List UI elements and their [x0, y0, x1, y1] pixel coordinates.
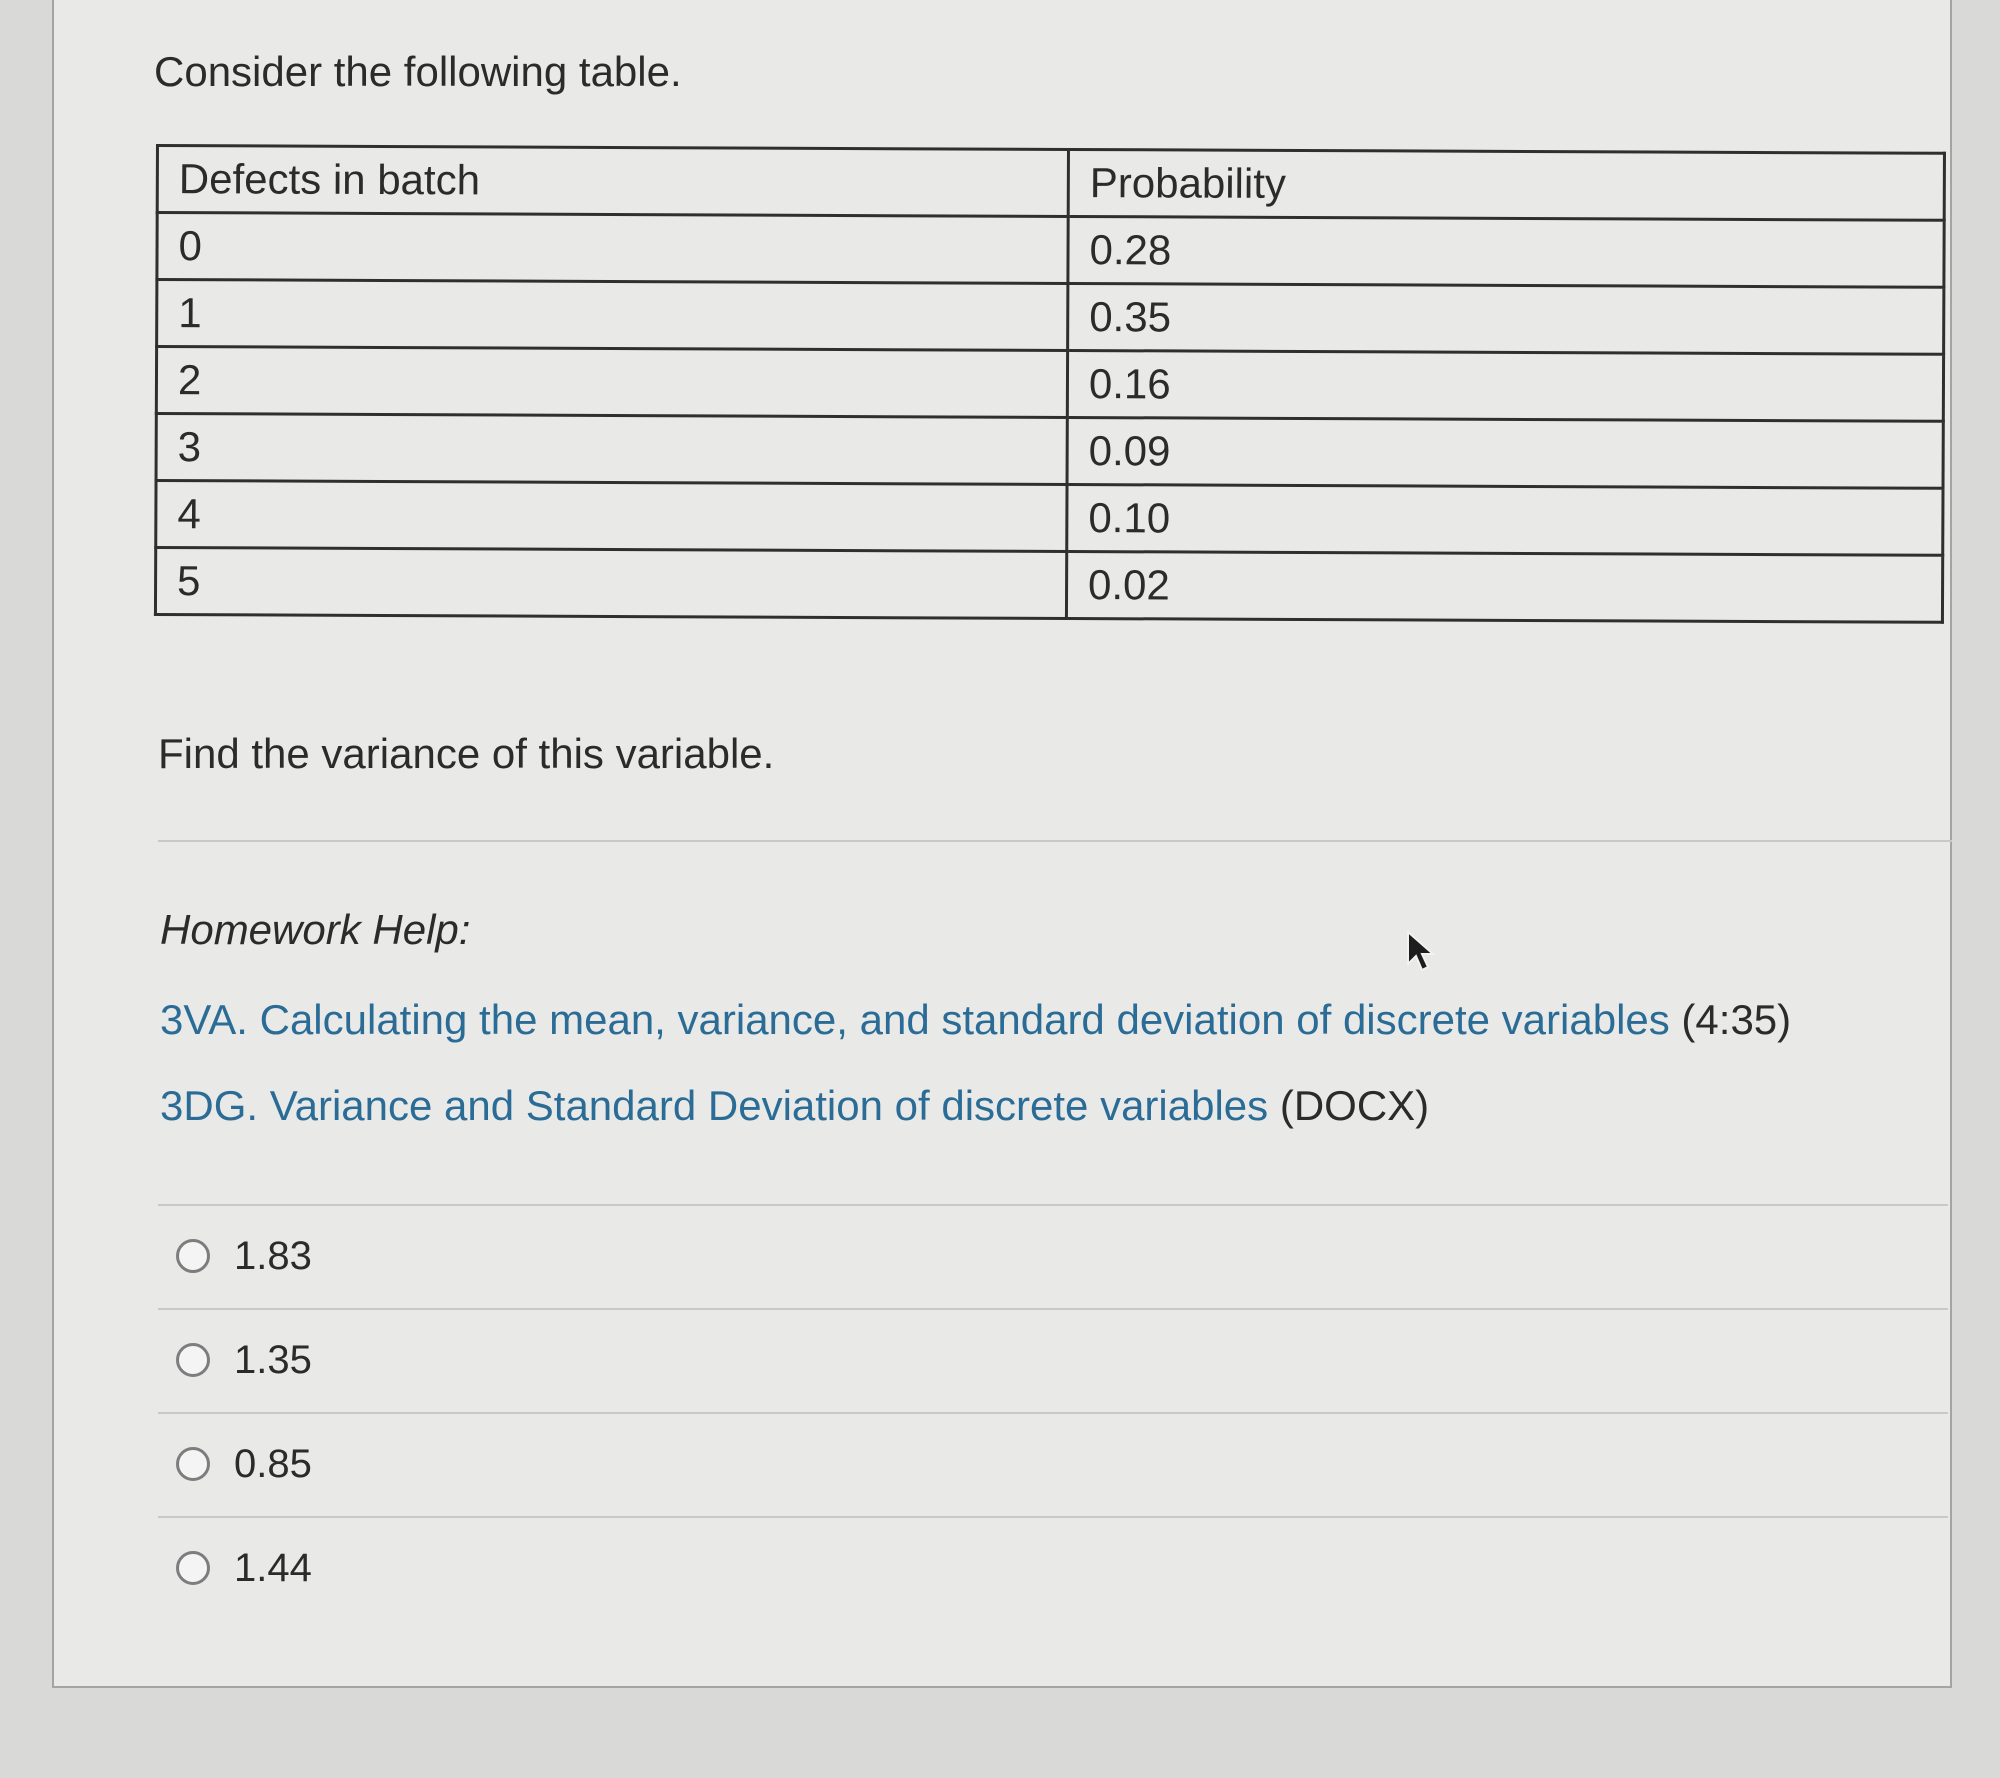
probability-cell: 0.35 — [1068, 283, 1944, 354]
table-row — [157, 280, 1944, 355]
answer-option-label: 1.83 — [234, 1233, 312, 1278]
help-link-document-text[interactable]: 3DG. Variance and Standard Deviation of discrete variables — [160, 1082, 1269, 1129]
help-link-video-text[interactable]: 3VA. Calculating the mean, variance, and standard deviation of discrete variables — [160, 996, 1670, 1043]
defects-cell: 3 — [156, 414, 1067, 485]
column-header-probability: Probability — [1068, 149, 1944, 220]
divider — [158, 1308, 1948, 1310]
radio-button-icon[interactable] — [176, 1447, 210, 1481]
answer-option[interactable] — [176, 1332, 312, 1388]
divider — [158, 1516, 1948, 1518]
defects-cell: 5 — [155, 548, 1066, 619]
probability-table — [154, 144, 1946, 624]
table-row — [156, 414, 1943, 489]
table-row — [155, 548, 1942, 623]
answer-option-label: 1.44 — [234, 1545, 312, 1590]
divider — [158, 1412, 1948, 1414]
question-panel — [52, 0, 1952, 1688]
defects-cell: 0 — [157, 213, 1068, 284]
table-row — [156, 347, 1943, 422]
defects-cell: 1 — [157, 280, 1068, 351]
mouse-pointer-icon — [1404, 930, 1440, 978]
probability-cell: 0.02 — [1066, 551, 1942, 622]
radio-button-icon[interactable] — [176, 1551, 210, 1585]
column-header-defects: Defects in batch — [157, 146, 1068, 217]
radio-button-icon[interactable] — [176, 1239, 210, 1273]
question-intro: Consider the following table. — [154, 48, 682, 95]
help-link-document — [160, 1082, 1429, 1130]
divider — [158, 1204, 1948, 1206]
answer-option-label: 0.85 — [234, 1441, 312, 1486]
answer-option-label: 1.35 — [234, 1337, 312, 1382]
help-link-video-duration: (4:35) — [1669, 996, 1792, 1043]
probability-cell: 0.16 — [1067, 350, 1943, 421]
answer-option[interactable] — [176, 1228, 312, 1284]
defects-cell: 4 — [156, 481, 1067, 552]
help-link-document-type: (DOCX) — [1268, 1082, 1430, 1129]
probability-cell: 0.10 — [1067, 484, 1943, 555]
table-header-row — [157, 146, 1944, 221]
divider — [158, 840, 1952, 842]
question-prompt: Find the variance of this variable. — [158, 730, 775, 777]
probability-cell: 0.28 — [1068, 216, 1944, 287]
homework-help-heading: Homework Help: — [160, 906, 471, 953]
answer-option[interactable] — [176, 1436, 312, 1492]
table-row — [156, 481, 1943, 556]
probability-cell: 0.09 — [1067, 417, 1943, 488]
radio-button-icon[interactable] — [176, 1343, 210, 1377]
answer-option[interactable] — [176, 1540, 312, 1596]
defects-cell: 2 — [156, 347, 1067, 418]
help-link-video — [160, 996, 1791, 1044]
table-row — [157, 213, 1944, 288]
